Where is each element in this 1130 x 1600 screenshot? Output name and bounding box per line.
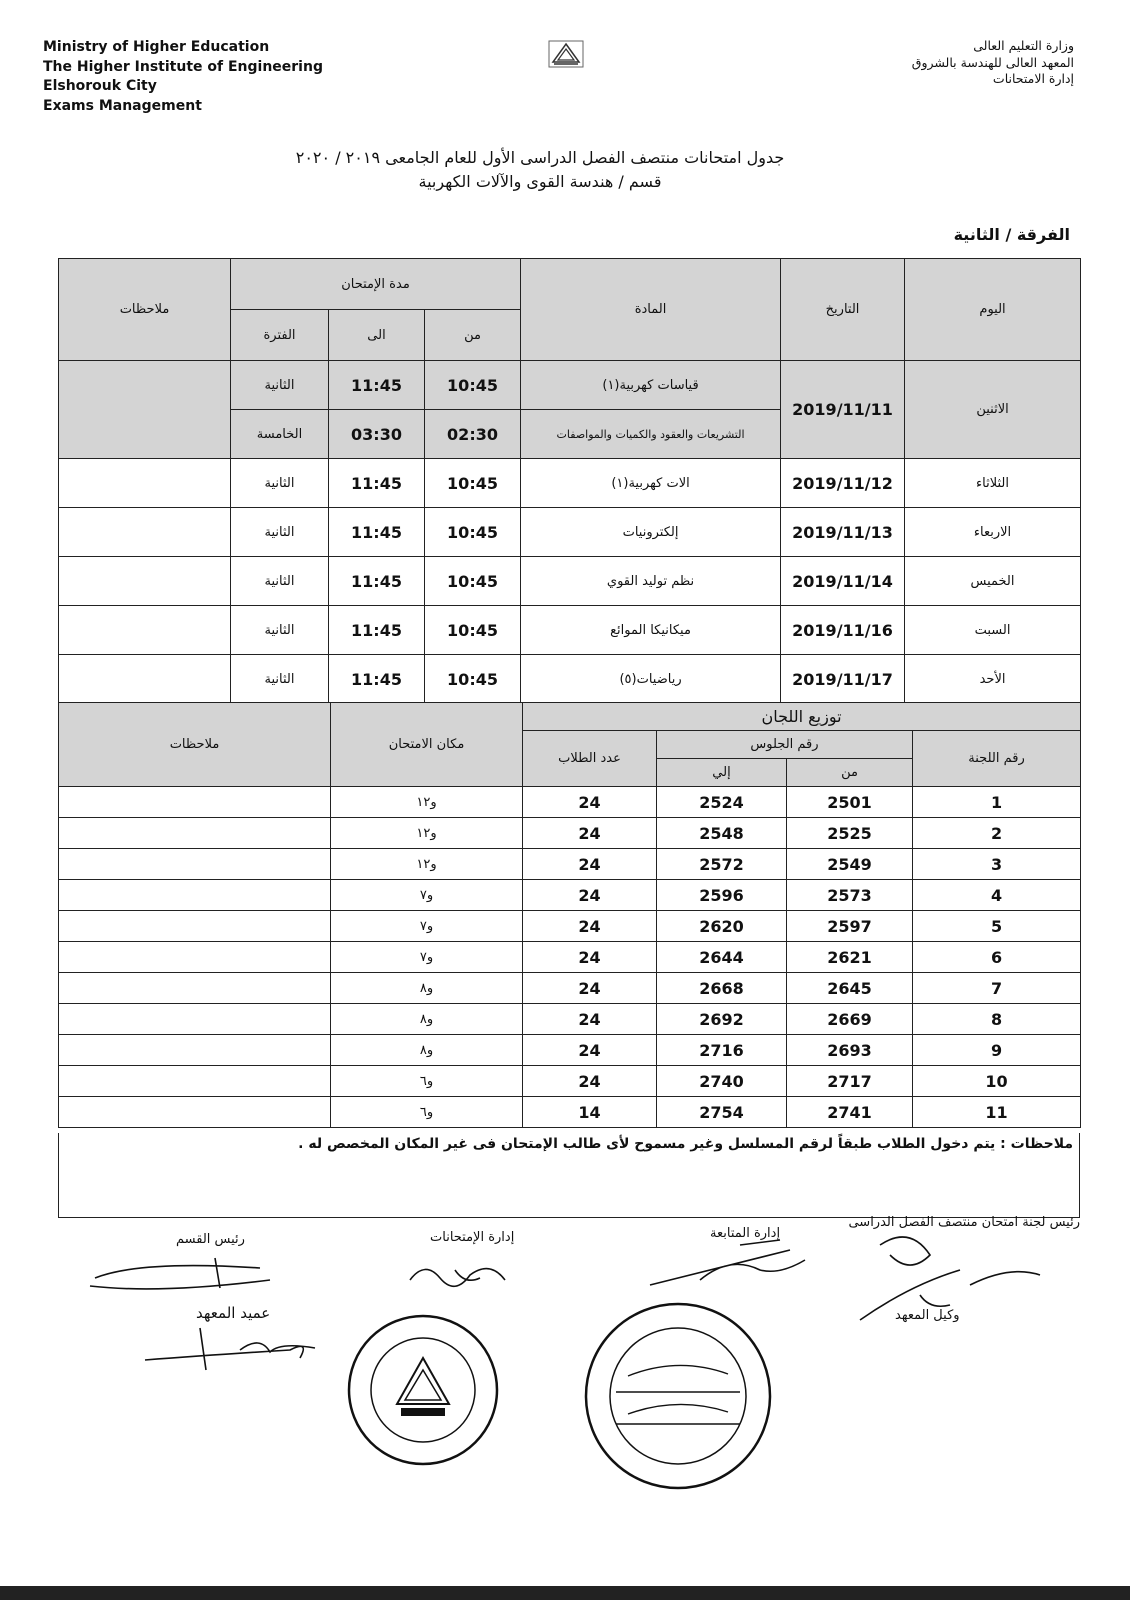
from-header: من bbox=[425, 310, 521, 361]
date-cell: 2019/11/12 bbox=[781, 459, 905, 508]
seat-from-header: من bbox=[787, 759, 913, 787]
from-cell: 10:45 bbox=[425, 459, 521, 508]
count-cell: 24 bbox=[523, 911, 657, 942]
seat-to-cell: 2548 bbox=[657, 818, 787, 849]
dist-notes-cell bbox=[59, 1066, 331, 1097]
seat-to-cell: 2716 bbox=[657, 1035, 787, 1066]
table-row bbox=[59, 1097, 1081, 1128]
subject-cell: التشريعات والعقود والكميات والمواصفات bbox=[521, 410, 781, 459]
subject-cell: قياسات كهربية(١) bbox=[521, 361, 781, 410]
period-cell: الثانية bbox=[231, 459, 329, 508]
committee-cell: 3 bbox=[913, 849, 1081, 880]
seat-to-header: إلي bbox=[657, 759, 787, 787]
count-cell: 24 bbox=[523, 849, 657, 880]
dist-notes-cell bbox=[59, 787, 331, 818]
place-header: مكان الامتحان bbox=[331, 703, 523, 787]
notes-cell bbox=[59, 557, 231, 606]
count-header: عدد الطلاب bbox=[523, 731, 657, 787]
to-cell: 11:45 bbox=[329, 606, 425, 655]
vice-dean-signature-label: وكيل المعهد bbox=[895, 1308, 960, 1323]
committee-cell: 11 bbox=[913, 1097, 1081, 1128]
table-row bbox=[59, 606, 1081, 655]
dist-notes-cell bbox=[59, 880, 331, 911]
seat-from-cell: 2573 bbox=[787, 880, 913, 911]
from-cell: 10:45 bbox=[425, 655, 521, 704]
follow-up-signature-icon bbox=[640, 1235, 820, 1295]
dist-notes-cell bbox=[59, 1035, 331, 1066]
place-cell: و١٢ bbox=[331, 818, 523, 849]
date-cell: 2019/11/14 bbox=[781, 557, 905, 606]
to-header: الى bbox=[329, 310, 425, 361]
period-cell: الثانية bbox=[231, 606, 329, 655]
seat-from-cell: 2669 bbox=[787, 1004, 913, 1035]
seat-to-cell: 2620 bbox=[657, 911, 787, 942]
table-row bbox=[59, 942, 1081, 973]
table-row bbox=[59, 880, 1081, 911]
table-row bbox=[59, 818, 1081, 849]
day-cell: الخميس bbox=[905, 557, 1081, 606]
seat-to-cell: 2692 bbox=[657, 1004, 787, 1035]
dist-notes-cell bbox=[59, 1097, 331, 1128]
committee-cell: 6 bbox=[913, 942, 1081, 973]
dist-notes-cell bbox=[59, 942, 331, 973]
from-cell: 10:45 bbox=[425, 508, 521, 557]
notes-cell bbox=[59, 459, 231, 508]
date-cell: 2019/11/16 bbox=[781, 606, 905, 655]
count-cell: 24 bbox=[523, 1035, 657, 1066]
subject-cell: ميكانيكا الموائع bbox=[521, 606, 781, 655]
committee-cell: 5 bbox=[913, 911, 1081, 942]
notes-cell bbox=[59, 508, 231, 557]
committee-head-signature-icon bbox=[850, 1225, 1050, 1325]
scan-edge-bar bbox=[0, 1586, 1130, 1600]
table-row bbox=[59, 849, 1081, 880]
seat-from-cell: 2717 bbox=[787, 1066, 913, 1097]
count-cell: 14 bbox=[523, 1097, 657, 1128]
header-ar-line: وزارة التعليم العالى bbox=[973, 38, 1074, 53]
dist-notes-cell bbox=[59, 849, 331, 880]
committee-distribution-table bbox=[58, 702, 1081, 1128]
institution-header-ar bbox=[912, 38, 1074, 88]
seat-from-cell: 2501 bbox=[787, 787, 913, 818]
academic-year-label: الفرقة / الثانية bbox=[953, 225, 1070, 244]
dept-head-signature-label: رئيس القسم bbox=[176, 1232, 245, 1247]
table-row bbox=[59, 459, 1081, 508]
seat-to-cell: 2740 bbox=[657, 1066, 787, 1097]
committee-cell: 4 bbox=[913, 880, 1081, 911]
dean-signature-label: عميد المعهد bbox=[196, 1304, 271, 1322]
notes-cell bbox=[59, 361, 231, 459]
dist-notes-cell bbox=[59, 911, 331, 942]
seat-to-cell: 2596 bbox=[657, 880, 787, 911]
header-ar-line: المعهد العالى للهندسة بالشروق bbox=[911, 54, 1074, 70]
institute-seal-icon bbox=[343, 1310, 503, 1470]
table-row bbox=[59, 557, 1081, 606]
committee-cell: 7 bbox=[913, 973, 1081, 1004]
count-cell: 24 bbox=[523, 1066, 657, 1097]
dist-notes-cell bbox=[59, 1004, 331, 1035]
committee-cell: 2 bbox=[913, 818, 1081, 849]
day-cell: الاربعاء bbox=[905, 508, 1081, 557]
notes-text: ملاحظات : يتم دخول الطلاب طبقاً لرقم المسلسل وغير مسموح لأى طالب الإمتحان فى غير المكان المخصص له . bbox=[298, 1136, 1073, 1152]
distribution-title: توزيع اللجان bbox=[523, 703, 1081, 731]
committee-cell: 8 bbox=[913, 1004, 1081, 1035]
to-cell: 11:45 bbox=[329, 459, 425, 508]
place-cell: و١٢ bbox=[331, 787, 523, 818]
count-cell: 24 bbox=[523, 1004, 657, 1035]
period-cell: الثانية bbox=[231, 361, 329, 410]
committee-head-signature-label: رئيس لجنة امتحان منتصف الفصل الدراسى bbox=[848, 1215, 1080, 1230]
day-header: اليوم bbox=[905, 259, 1081, 361]
count-cell: 24 bbox=[523, 880, 657, 911]
table-row bbox=[59, 911, 1081, 942]
count-cell: 24 bbox=[523, 818, 657, 849]
dist-notes-header: ملاحظات bbox=[59, 703, 331, 787]
place-cell: و٦ bbox=[331, 1066, 523, 1097]
date-cell: 2019/11/13 bbox=[781, 508, 905, 557]
dist-notes-cell bbox=[59, 818, 331, 849]
from-cell: 02:30 bbox=[425, 410, 521, 459]
seat-to-cell: 2754 bbox=[657, 1097, 787, 1128]
seat-from-cell: 2621 bbox=[787, 942, 913, 973]
date-cell: 2019/11/11 bbox=[781, 361, 905, 459]
department-title: قسم / هندسة القوى والآلات الكهربية bbox=[418, 172, 662, 191]
seat-from-cell: 2525 bbox=[787, 818, 913, 849]
period-cell: الخامسة bbox=[231, 410, 329, 459]
seat-from-cell: 2549 bbox=[787, 849, 913, 880]
header-en-line: Exams Management bbox=[43, 97, 202, 114]
notes-header: ملاحظات bbox=[59, 259, 231, 361]
header-ar-line: إدارة الامتحانات bbox=[992, 71, 1074, 86]
dean-signature-icon bbox=[140, 1320, 340, 1380]
committee-cell: 9 bbox=[913, 1035, 1081, 1066]
place-cell: و٧ bbox=[331, 911, 523, 942]
seat-from-cell: 2741 bbox=[787, 1097, 913, 1128]
day-cell: الأحد bbox=[905, 655, 1081, 704]
place-cell: و٧ bbox=[331, 942, 523, 973]
seat-to-cell: 2668 bbox=[657, 973, 787, 1004]
table-row bbox=[59, 1066, 1081, 1097]
dept-head-signature-icon bbox=[80, 1248, 280, 1298]
header-en-line: Ministry of Higher Education bbox=[43, 39, 270, 55]
table-row bbox=[59, 655, 1081, 704]
table-row bbox=[59, 508, 1081, 557]
period-header: الفترة bbox=[231, 310, 329, 361]
period-cell: الثانية bbox=[231, 508, 329, 557]
to-cell: 11:45 bbox=[329, 361, 425, 410]
place-cell: و٨ bbox=[331, 1004, 523, 1035]
document-title: جدول امتحانات منتصف الفصل الدراسى الأول للعام الجامعى ٢٠١٩ / ٢٠٢٠ bbox=[295, 148, 785, 167]
institute-logo-icon bbox=[548, 40, 584, 68]
place-cell: و٨ bbox=[331, 973, 523, 1004]
notes-cell bbox=[59, 606, 231, 655]
place-cell: و٦ bbox=[331, 1097, 523, 1128]
to-cell: 11:45 bbox=[329, 655, 425, 704]
subject-cell: رياضيات(٥) bbox=[521, 655, 781, 704]
date-header: التاريخ bbox=[781, 259, 905, 361]
count-cell: 24 bbox=[523, 787, 657, 818]
follow-up-signature-label: إدارة المتابعة bbox=[710, 1226, 781, 1241]
day-cell: الثلاثاء bbox=[905, 459, 1081, 508]
period-cell: الثانية bbox=[231, 557, 329, 606]
committee-cell: 1 bbox=[913, 787, 1081, 818]
table-row bbox=[59, 361, 1081, 410]
header-en-line: Elshorouk City bbox=[43, 78, 157, 94]
to-cell: 11:45 bbox=[329, 557, 425, 606]
exam-schedule-table bbox=[58, 258, 1081, 704]
from-cell: 10:45 bbox=[425, 361, 521, 410]
day-cell: الاثنين bbox=[905, 361, 1081, 459]
count-cell: 24 bbox=[523, 973, 657, 1004]
table-row bbox=[59, 1004, 1081, 1035]
date-cell: 2019/11/17 bbox=[781, 655, 905, 704]
exams-admin-signature-label: إدارة الإمتحانات bbox=[430, 1230, 515, 1245]
notes-cell bbox=[59, 655, 231, 704]
seat-to-cell: 2644 bbox=[657, 942, 787, 973]
committee-cell: 10 bbox=[913, 1066, 1081, 1097]
table-row bbox=[59, 973, 1081, 1004]
committee-header: رقم اللجنة bbox=[913, 731, 1081, 787]
from-cell: 10:45 bbox=[425, 606, 521, 655]
seat-from-cell: 2693 bbox=[787, 1035, 913, 1066]
place-cell: و١٢ bbox=[331, 849, 523, 880]
notes-box bbox=[58, 1133, 1080, 1218]
to-cell: 03:30 bbox=[329, 410, 425, 459]
place-cell: و٧ bbox=[331, 880, 523, 911]
count-cell: 24 bbox=[523, 942, 657, 973]
seat-from-cell: 2597 bbox=[787, 911, 913, 942]
table-row bbox=[59, 787, 1081, 818]
seat-header: رقم الجلوس bbox=[657, 731, 913, 759]
subject-cell: الات كهربية(١) bbox=[521, 459, 781, 508]
from-cell: 10:45 bbox=[425, 557, 521, 606]
subject-cell: نظم توليد القوي bbox=[521, 557, 781, 606]
day-cell: السبت bbox=[905, 606, 1081, 655]
seat-to-cell: 2572 bbox=[657, 849, 787, 880]
place-cell: و٨ bbox=[331, 1035, 523, 1066]
dist-notes-cell bbox=[59, 973, 331, 1004]
seat-to-cell: 2524 bbox=[657, 787, 787, 818]
duration-header: مدة الإمتحان bbox=[231, 259, 521, 310]
exams-admin-signature-icon bbox=[400, 1250, 530, 1300]
subject-cell: إلكترونيات bbox=[521, 508, 781, 557]
seat-from-cell: 2645 bbox=[787, 973, 913, 1004]
to-cell: 11:45 bbox=[329, 508, 425, 557]
exams-admin-seal-icon bbox=[578, 1296, 778, 1496]
subject-header: المادة bbox=[521, 259, 781, 361]
table-row bbox=[59, 1035, 1081, 1066]
period-cell: الثانية bbox=[231, 655, 329, 704]
header-en-line: The Higher Institute of Engineering bbox=[43, 58, 323, 75]
institution-header-en bbox=[43, 38, 323, 116]
